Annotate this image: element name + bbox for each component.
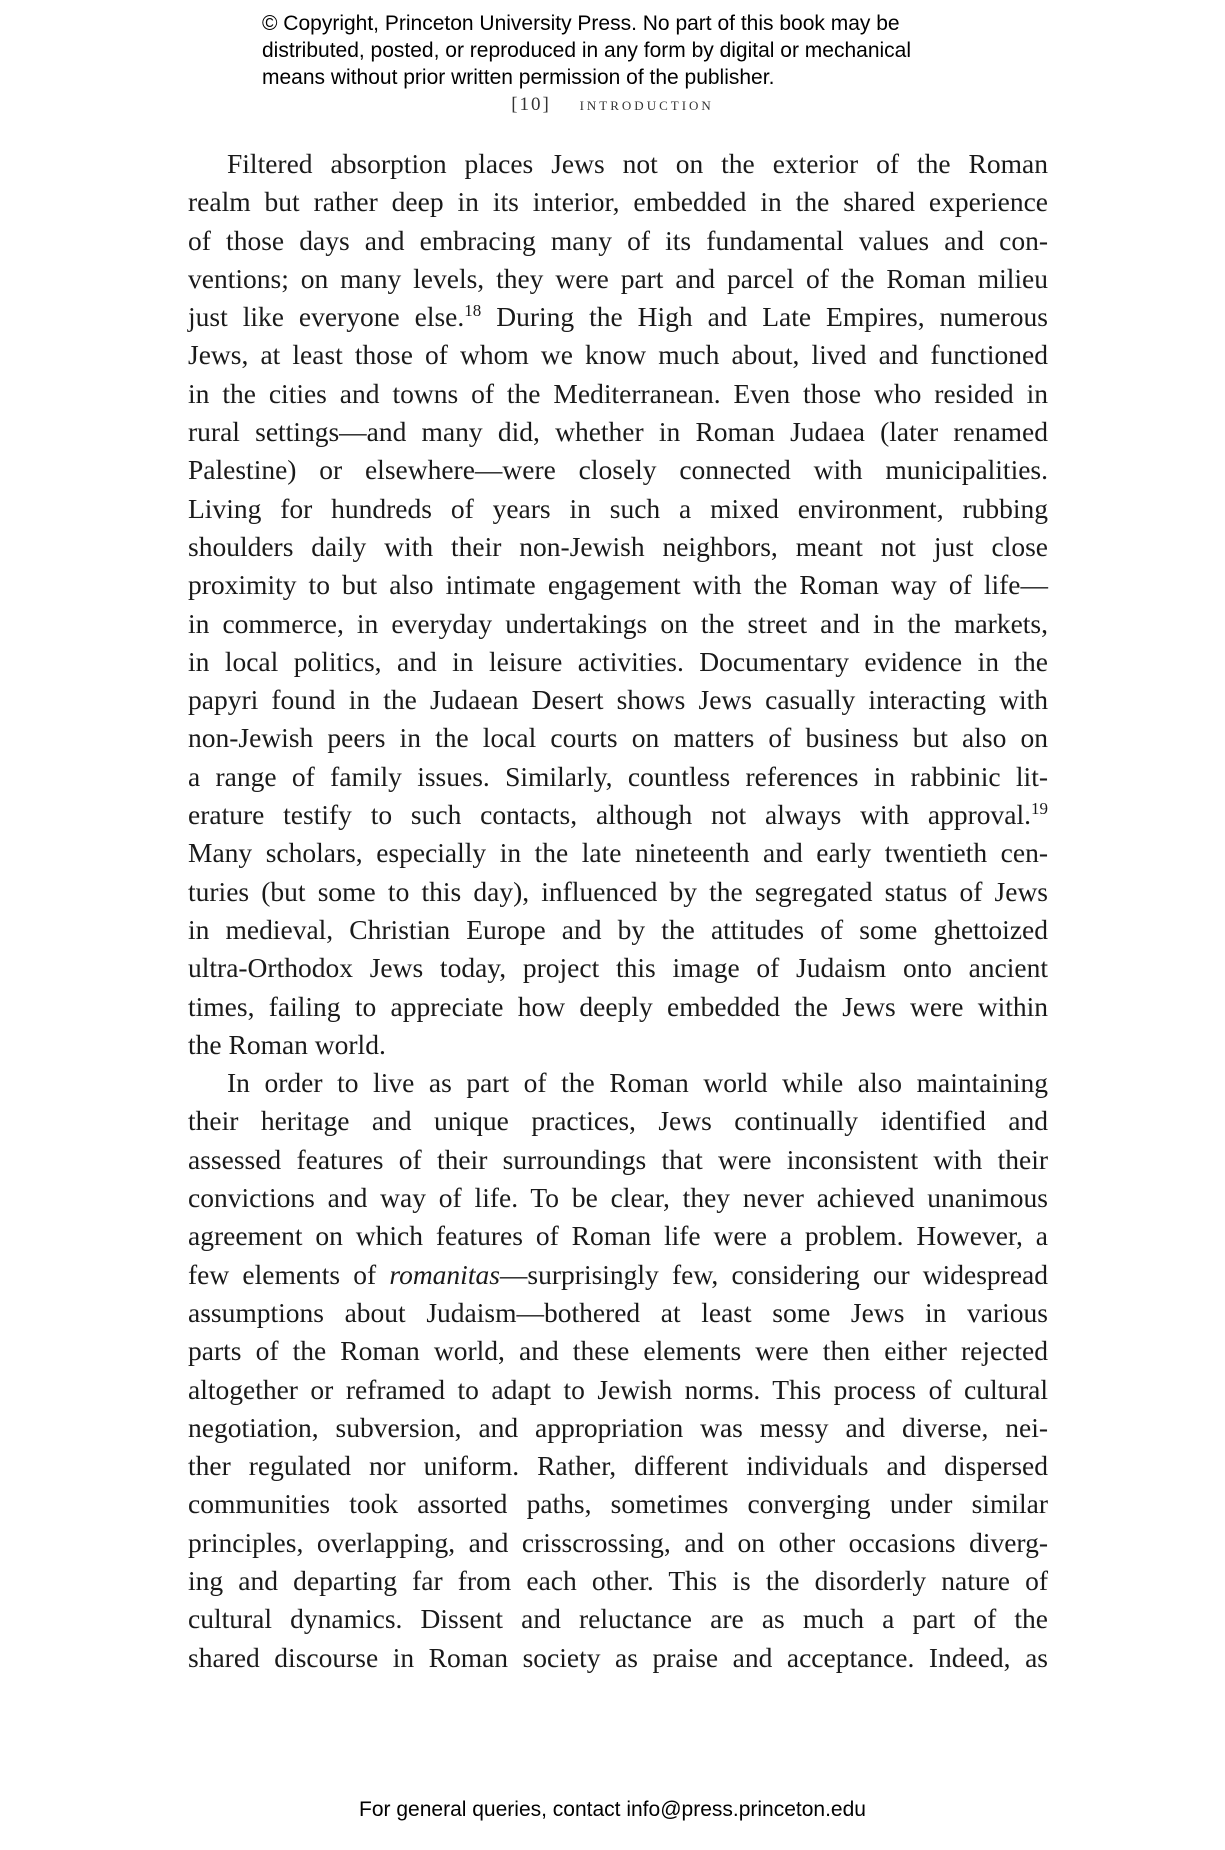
- footnote-ref-18[interactable]: 18: [464, 301, 482, 321]
- text-fragment: few elements of: [188, 1258, 390, 1290]
- text-line: the Roman world.: [188, 1028, 386, 1060]
- text-line: their heritage and unique practices, Jews continually identified and: [188, 1105, 1048, 1137]
- text-line: Living for hundreds of years in such a mixed environment, rubbing: [188, 492, 1048, 524]
- text-line: altogether or reframed to adapt to Jewish norms. This process of cultural: [188, 1373, 1048, 1405]
- text-line: agreement on which features of Roman life were a problem. However, a: [188, 1220, 1048, 1252]
- text-line: of those days and embracing many of its fundamental values and con-: [188, 224, 1048, 256]
- text-line: parts of the Roman world, and these elements were then either rejected: [188, 1335, 1048, 1367]
- text-line: non-Jewish peers in the local courts on matters of business but also on: [188, 722, 1048, 754]
- text-line: shoulders daily with their non-Jewish neighbors, meant not just close: [188, 530, 1048, 562]
- text-line: ther regulated nor uniform. Rather, different individuals and dispersed: [188, 1450, 1048, 1482]
- text-fragment: just like everyone else.: [188, 301, 465, 333]
- text-line: assumptions about Judaism—bothered at least some Jews in various: [188, 1296, 1048, 1328]
- text-line: ing and departing far from each other. This is the disorderly nature of: [188, 1564, 1048, 1596]
- text-line: negotiation, subversion, and appropriation was messy and diverse, nei-: [188, 1411, 1048, 1443]
- text-line: in local politics, and in leisure activities. Documentary evidence in the: [188, 645, 1048, 677]
- text-line: Jews, at least those of whom we know much about, lived and functioned: [188, 339, 1048, 371]
- text-line: [188, 1256, 1048, 1294]
- text-line: in commerce, in everyday undertakings on the street and in the markets,: [188, 607, 1048, 639]
- text-line: realm but rather deep in its interior, embedded in the shared experience: [188, 186, 1048, 218]
- text-line: convictions and way of life. To be clear, they never achieved unanimous: [188, 1182, 1048, 1214]
- text-line: proximity to but also intimate engagement with the Roman way of life—: [188, 569, 1048, 601]
- text-line: principles, overlapping, and crisscrossing, and on other occasions diverg-: [188, 1526, 1048, 1558]
- text-line: In order to live as part of the Roman world while also maintaining: [227, 1067, 1048, 1099]
- text-line: papyri found in the Judaean Desert shows Jews casually interacting with: [188, 684, 1048, 716]
- text-line: assessed features of their surroundings that were inconsistent with their: [188, 1143, 1048, 1175]
- text-line: times, failing to appreciate how deeply embedded the Jews were within: [188, 990, 1048, 1022]
- text-fragment: erature testify to such contacts, although not always with approval.: [188, 799, 1031, 831]
- text-line: ventions; on many levels, they were part and parcel of the Roman milieu: [188, 262, 1048, 294]
- text-fragment: —surprisingly few, considering our widespread: [499, 1258, 1048, 1290]
- text-line: [188, 298, 1048, 336]
- copyright-line: distributed, posted, or reproduced in any form by digital or mechanical: [262, 39, 912, 62]
- text-line: in medieval, Christian Europe and by the attitudes of some ghettoized: [188, 913, 1048, 945]
- body-text: [188, 145, 1048, 1677]
- text-line: cultural dynamics. Dissent and reluctance are as much a part of the: [188, 1603, 1048, 1635]
- copyright-line: © Copyright, Princeton University Press. No part of this book may be: [262, 12, 900, 35]
- text-line: communities took assorted paths, sometimes converging under similar: [188, 1488, 1048, 1520]
- running-head: [0, 94, 1225, 116]
- text-line: in the cities and towns of the Mediterranean. Even those who resided in: [188, 377, 1048, 409]
- footnote-ref-19[interactable]: 19: [1031, 799, 1048, 819]
- text-line: rural settings—and many did, whether in Roman Judaea (later renamed: [188, 416, 1048, 448]
- page-number: [10]: [511, 94, 551, 115]
- text-line: Many scholars, especially in the late nineteenth and early twentieth cen-: [188, 837, 1048, 869]
- text-line: shared discourse in Roman society as praise and acceptance. Indeed, as: [188, 1641, 1048, 1673]
- copyright-line: means without prior written permission of the publisher.: [262, 66, 775, 89]
- copyright-notice: [262, 10, 982, 91]
- footer-contact: For general queries, contact info@press.princeton.edu: [359, 1798, 866, 1821]
- text-line: [188, 796, 1048, 834]
- italic-term: romanitas: [389, 1258, 500, 1290]
- text-line: turies (but some to this day), influenced by the segregated status of Jews: [188, 875, 1048, 907]
- text-fragment: During the High and Late Empires, numerous: [481, 301, 1048, 333]
- section-title: introduction: [579, 94, 714, 115]
- text-line: a range of family issues. Similarly, countless references in rabbinic lit-: [188, 760, 1048, 792]
- text-line: Filtered absorption places Jews not on the exterior of the Roman: [227, 148, 1048, 179]
- text-line: Palestine) or elsewhere—were closely connected with municipalities.: [188, 454, 1048, 486]
- text-line: ultra-Orthodox Jews today, project this image of Judaism onto ancient: [188, 952, 1048, 984]
